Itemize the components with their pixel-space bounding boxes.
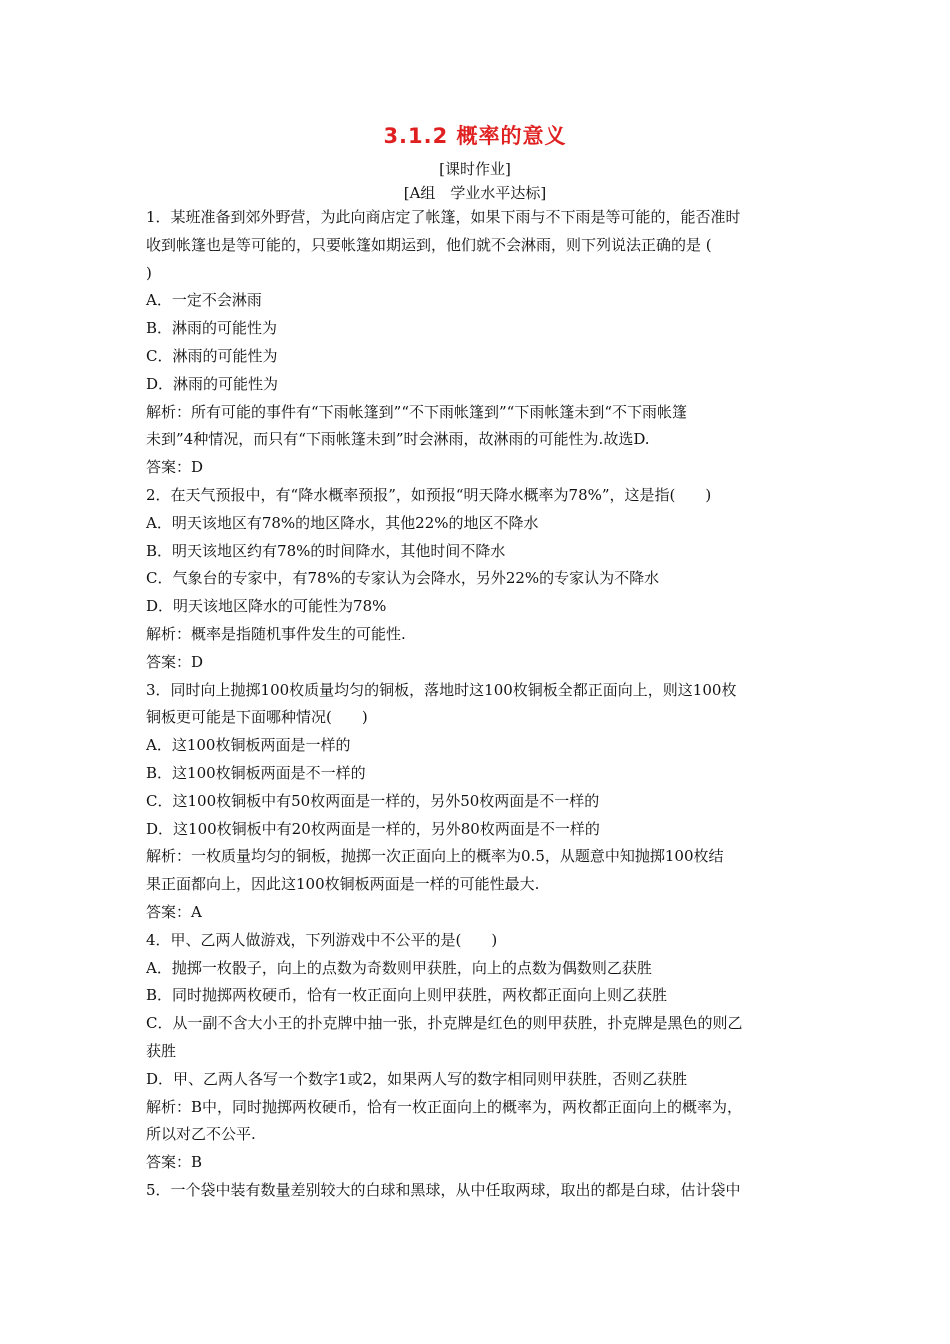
text-line: D．明天该地区降水的可能性为78% xyxy=(146,597,387,616)
text-line: D．这100枚铜板中有20枚两面是一样的，另外80枚两面是不一样的 xyxy=(146,819,600,838)
text-line: A．一定不会淋雨 xyxy=(146,291,262,310)
subtitle-homework: [课时作业] xyxy=(439,160,511,178)
text-line: ) xyxy=(146,263,152,282)
text-line: 所以对乙不公平. xyxy=(146,1125,256,1144)
text-line: A．这100枚铜板两面是一样的 xyxy=(146,736,351,755)
text-line: B．明天该地区约有78%的时间降水，其他时间不降水 xyxy=(146,541,506,560)
text-line: C．从一副不含大小王的扑克牌中抽一张，扑克牌是红色的则甲获胜，扑克牌是黑色的则乙 xyxy=(146,1014,743,1033)
text-line: 4．甲、乙两人做游戏，下列游戏中不公平的是( ) xyxy=(146,930,498,949)
text-line: 铜板更可能是下面哪种情况( ) xyxy=(146,708,368,727)
text-line: C．气象台的专家中，有78%的专家认为会降水，另外22%的专家认为不降水 xyxy=(146,569,660,588)
subtitle-group-a: [A组 学业水平达标] xyxy=(403,184,547,202)
text-line: 1．某班准备到郊外野营，为此向商店定了帐篷，如果下雨与不下雨是等可能的，能否准时 xyxy=(146,208,741,226)
text-line: 5．一个袋中装有数量差别较大的白球和黑球，从中任取两球，取出的都是白球，估计袋中 xyxy=(146,1180,741,1199)
text-line: B．同时抛掷两枚硬币，恰有一枚正面向上则甲获胜，两枚都正面向上则乙获胜 xyxy=(146,986,668,1005)
text-line: 3．同时向上抛掷100枚质量均匀的铜板，落地时这100枚铜板全都正面向上，则这100枚 xyxy=(146,680,737,699)
text-line: C．这100枚铜板中有50枚两面是一样的，另外50枚两面是不一样的 xyxy=(146,791,600,810)
text-line: D．淋雨的可能性为 xyxy=(146,374,279,393)
text-line: A．明天该地区有78%的地区降水，其他22%的地区不降水 xyxy=(146,513,539,532)
text-line: D．甲、乙两人各写一个数字1或2，如果两人写的数字相同则甲获胜，否则乙获胜 xyxy=(146,1069,688,1088)
page-title: 3.1.2 概率的意义 xyxy=(383,124,567,148)
text-line: 收到帐篷也是等可能的，只要帐篷如期运到，他们就不会淋雨，则下列说法正确的是 ( xyxy=(146,235,712,254)
text-line: 答案：D xyxy=(146,652,204,671)
text-line: 解析：一枚质量均匀的铜板，抛掷一次正面向上的概率为0.5，从题意中知抛掷100枚结 xyxy=(146,847,724,866)
text-line: 解析：B中，同时抛掷两枚硬币，恰有一枚正面向上的概率为，两枚都正面向上的概率为， xyxy=(146,1097,743,1116)
text-line: B．这100枚铜板两面是不一样的 xyxy=(146,763,366,782)
text-line: 解析：概率是指随机事件发生的可能性. xyxy=(146,624,406,643)
text-line: A．抛掷一枚骰子，向上的点数为奇数则甲获胜，向上的点数为偶数则乙获胜 xyxy=(146,958,652,977)
exercise-body xyxy=(146,204,812,1205)
text-line: C．淋雨的可能性为 xyxy=(146,346,278,365)
text-line: 答案：A xyxy=(146,902,202,921)
text-line: 未到”4种情况，而只有“下雨帐篷未到”时会淋雨，故淋雨的可能性为.故选D. xyxy=(146,430,650,449)
text-line: 答案：B xyxy=(146,1153,203,1172)
text-line: 解析：所有可能的事件有“下雨帐篷到”“不下雨帐篷到”“下雨帐篷未到“不下雨帐篷 xyxy=(146,402,688,421)
text-line: 2．在天气预报中，有“降水概率预报”，如预报“明天降水概率为78%”，这是指( ) xyxy=(146,485,712,504)
text-line: 果正面都向上，因此这100枚铜板两面是一样的可能性最大. xyxy=(146,875,540,894)
text-line: 获胜 xyxy=(146,1041,177,1060)
text-line: 答案：D xyxy=(146,458,204,477)
text-line: B．淋雨的可能性为 xyxy=(146,319,278,338)
